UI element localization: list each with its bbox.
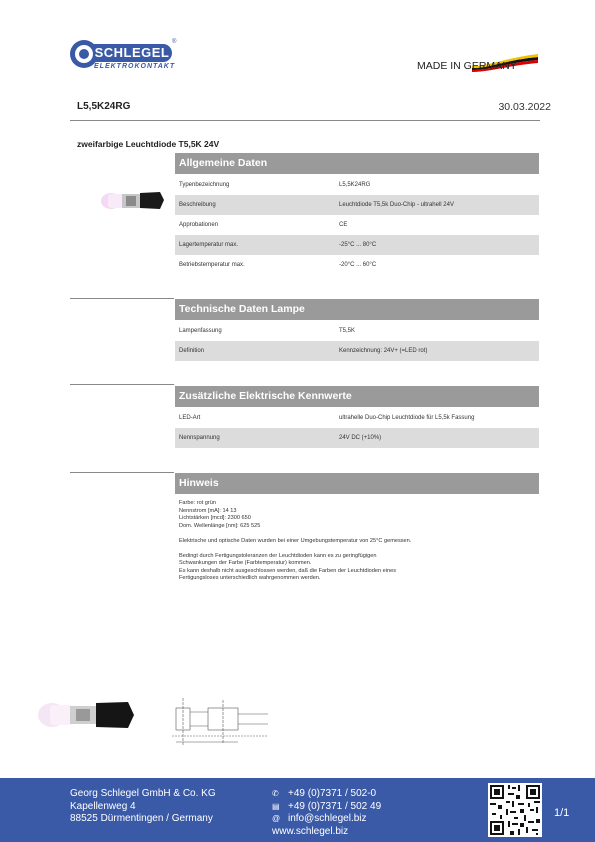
table-row: Betriebstemperatur max. -20°C ... 60°C: [179, 262, 377, 268]
hint-text: Farbe: rot grün Nennstrom [mA]: 14 13 Lichtstärken [mcd]: 2300 650 Dom. Wellenlänge [nm]: 625 525 Elektrische und optische Daten wurden bei einer Umgebungstemperatur von 25°C gemessen. Bedingt durch Fertigungstoleranzen der Leuchtdioden kann es zu geringfügigen Schwankungen der Farbe (Farbtemperatur) kommen. Es kann deshalb nicht ausgeschlossen werden, daß die Farben der Leuchtdioden eines Fertigungsloses unterschiedlich wahrgenommen werden.: [179, 500, 412, 581]
led-product-photo: [36, 698, 136, 734]
table-row: Approbationen CE: [179, 222, 348, 228]
section-header-electrical: Zusätzliche Elektrische Kennwerte: [175, 386, 539, 407]
document-date: 30.03.2022: [498, 101, 551, 113]
table-row: Lampenfassung T5,5K: [179, 328, 356, 334]
header-divider: [70, 120, 540, 121]
section-separator: [70, 298, 174, 299]
qr-code[interactable]: [488, 783, 542, 837]
table-row: Nennspannung 24V DC (+10%): [175, 428, 539, 448]
made-in-germany: MADE IN GERMANY: [417, 60, 517, 72]
fax: +49 (0)7371 / 502 49: [288, 800, 382, 812]
logo-registered: ®: [172, 39, 177, 45]
article-number: L5,5K24RG: [77, 101, 131, 112]
led-product-image: [100, 188, 166, 214]
section-separator: [70, 384, 174, 385]
table-row: Lagertemperatur max. -25°C ... 80°C: [175, 235, 539, 255]
section-separator: [70, 472, 174, 473]
table-row: LED-Art ultrahelle Duo-Chip Leuchtdiode für L5,5k Fassung: [179, 415, 475, 421]
table-row: Beschreibung Leuchtdiode T5,5k Duo-Chip - ultrahell 24V: [175, 195, 539, 215]
schlegel-logo: [70, 39, 180, 73]
logo-subtitle: ELEKTROKONTAKT: [94, 63, 176, 70]
section-header-technical: Technische Daten Lampe: [175, 299, 539, 320]
website-link[interactable]: www.schlegel.biz: [272, 825, 349, 837]
section-header-hint: Hinweis: [175, 473, 539, 494]
footer-contact: [272, 788, 381, 838]
page-number: 1/1: [554, 807, 570, 819]
technical-drawing: [168, 696, 278, 748]
footer-address: [70, 788, 216, 826]
phone-icon: ✆: [272, 789, 279, 798]
table-row: Definition Kennzeichnung: 24V+ (=LED rot): [175, 341, 539, 361]
logo-wordmark: SCHLEGEL: [94, 45, 170, 60]
fax-icon: ▤: [272, 801, 280, 811]
table-row: Typenbezeichnung L5,5K24RG: [179, 182, 371, 188]
email-icon: @: [272, 814, 281, 823]
footer: [0, 778, 595, 842]
phone[interactable]: +49 (0)7371 / 502-0: [288, 788, 377, 799]
product-title: zweifarbige Leuchtdiode T5,5K 24V: [77, 139, 220, 149]
city: 88525 Dürmentingen / Germany: [70, 813, 213, 824]
company-name: Georg Schlegel GmbH & Co. KG: [70, 788, 216, 799]
street: Kapellenweg 4: [70, 800, 136, 812]
section-header-general: Allgemeine Daten: [175, 153, 539, 174]
email-link[interactable]: info@schlegel.biz: [288, 813, 367, 824]
